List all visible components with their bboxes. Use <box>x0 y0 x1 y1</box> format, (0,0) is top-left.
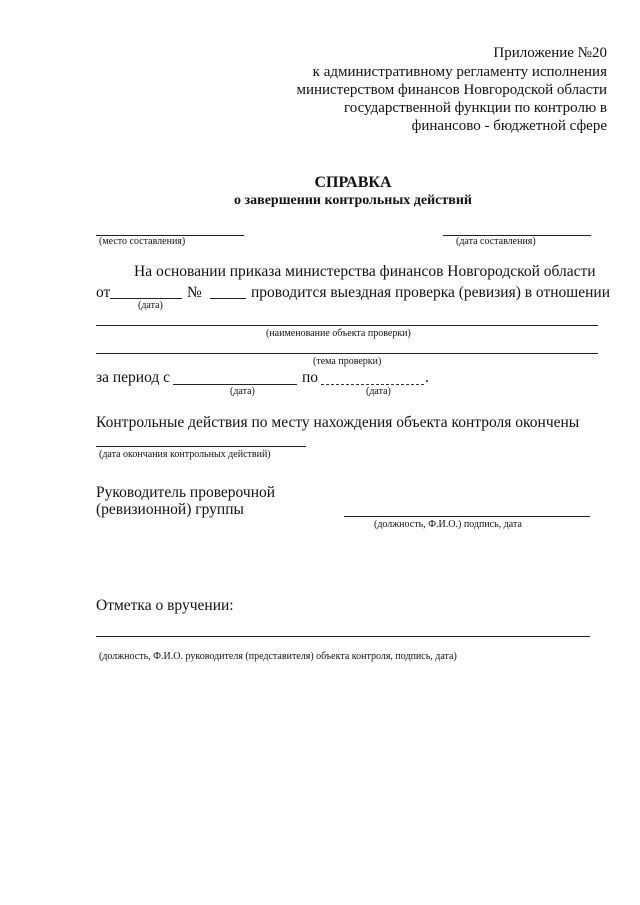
period-from-line <box>173 384 297 385</box>
appendix-line: финансово - бюджетной сфере <box>411 118 607 134</box>
handover-label: Отметка о вручении: <box>96 597 234 614</box>
handover-caption: (должность, Ф.И.О. руководителя (представителя) объекта контроля, подпись, дата) <box>99 651 457 662</box>
basis-text: На основании приказа министерства финансов Новгородской области <box>134 263 596 280</box>
end-date-line <box>96 446 306 447</box>
end-date-caption: (дата окончания контрольных действий) <box>99 449 271 460</box>
object-line <box>96 325 598 326</box>
date-made-caption: (дата составления) <box>456 236 536 247</box>
period-from-label: за период с <box>96 369 171 386</box>
from-label: от <box>96 284 111 301</box>
period-end-mark: . <box>425 369 429 386</box>
appendix-line: государственной функции по контролю в <box>343 100 607 116</box>
appendix-line: к административному регламенту исполнения <box>312 64 607 80</box>
order-date-caption: (дата) <box>138 300 163 311</box>
order-date-line <box>110 298 182 299</box>
head-label-2: (ревизионной) группы <box>96 501 244 518</box>
place-caption: (место составления) <box>99 236 186 247</box>
number-label: № <box>187 284 202 301</box>
ended-text: Контрольные действия по месту нахождения объекта контроля окончены <box>96 414 580 431</box>
period-to-label: по <box>302 369 319 386</box>
head-signature-caption: (должность, Ф.И.О.) подпись, дата <box>374 519 522 530</box>
period-to-caption: (дата) <box>366 386 391 397</box>
period-to-line <box>321 384 424 385</box>
document-title: СПРАВКА <box>314 174 392 191</box>
head-signature-line <box>344 516 590 517</box>
head-label-1: Руководитель проверочной <box>96 484 276 501</box>
appendix-number: Приложение №20 <box>493 45 607 61</box>
appendix-line: министерством финансов Новгородской области <box>296 82 607 98</box>
conducted-text: проводится выездная проверка (ревизия) в отношении <box>251 284 610 301</box>
topic-line <box>96 353 598 354</box>
period-from-caption: (дата) <box>230 386 255 397</box>
object-caption: (наименование объекта проверки) <box>266 328 411 339</box>
order-number-line <box>210 298 246 299</box>
topic-caption: (тема проверки) <box>313 356 382 367</box>
handover-line <box>96 636 590 637</box>
document-subtitle: о завершении контрольных действий <box>234 193 472 208</box>
